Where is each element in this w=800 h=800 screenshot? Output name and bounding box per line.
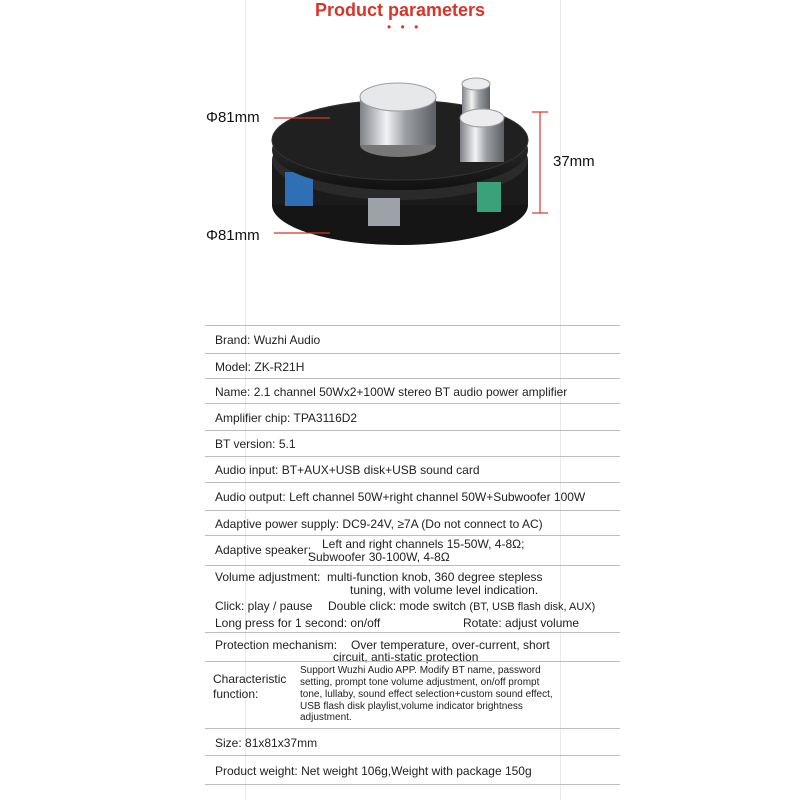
spec-value: 2.1 channel 50Wx2+100W stereo BT audio power amplifier — [253, 385, 568, 399]
spec-label: Characteristic — [213, 672, 287, 686]
spec-row-volume — [205, 565, 620, 632]
double-click-detail: (BT, USB flash disk, AUX) — [469, 601, 596, 613]
long-press-instruction: Long press for 1 second: on/off — [215, 616, 381, 630]
spec-value: Net weight 106g,Weight with package 150g — [301, 764, 532, 778]
spec-value: Left channel 50W+right channel 50W+Subwoofer 100W — [289, 490, 586, 504]
spec-label: Product weight: — [215, 764, 298, 778]
spec-row-speaker — [205, 535, 620, 565]
spec-value: 81x81x37mm — [245, 736, 318, 750]
spec-value: Support Wuzhi Audio APP. Modify BT name, password — [300, 665, 541, 676]
spec-row-power-supply — [205, 510, 620, 535]
spec-row-features — [205, 661, 620, 728]
amplifier-board-illustration — [0, 0, 800, 300]
spec-value: 5.1 — [278, 437, 296, 451]
spec-value: adjustment. — [300, 712, 352, 723]
spec-value: BT+AUX+USB disk+USB sound card — [281, 463, 480, 477]
spec-label: function: — [213, 687, 259, 701]
spec-label: Model: — [215, 360, 252, 374]
double-click-instruction — [328, 599, 595, 614]
title-dots: • • • — [387, 20, 422, 34]
spec-label: Audio output: — [215, 490, 286, 504]
top-diameter-label: Φ81mm — [206, 109, 260, 126]
spec-label: Audio input: — [215, 463, 279, 477]
spec-label: BT version: — [215, 437, 276, 451]
click-instruction: Click: play / pause — [215, 599, 313, 613]
spec-value: TPA3116D2 — [293, 411, 358, 425]
spec-row-audio-input — [205, 456, 620, 482]
spec-value: USB flash disk playlist,volume indicator brightness — [300, 701, 523, 712]
double-click-label: Double click: mode switch — [328, 599, 467, 613]
spec-row-model — [205, 353, 620, 378]
spec-row-protection — [205, 632, 620, 664]
spec-value: circuit, anti-static protection — [333, 650, 479, 664]
spec-row-audio-output — [205, 482, 620, 510]
spec-label: Amplifier chip: — [215, 411, 291, 425]
rotate-instruction: Rotate: adjust volume — [463, 616, 580, 630]
spec-row-name — [205, 378, 620, 403]
bottom-diameter-label: Φ81mm — [206, 227, 260, 244]
spec-label: Protection mechanism: — [215, 638, 338, 652]
spec-value: multi-function knob, 360 degree stepless — [327, 570, 543, 584]
spec-value: DC9-24V, ≥7A (Do not connect to AC) — [342, 517, 543, 531]
spec-value: setting, prompt tone volume adjustment, on/off prompt — [300, 677, 540, 688]
page-title: Product parameters — [314, 0, 486, 20]
height-label: 37mm — [553, 153, 595, 170]
spec-value: ZK-R21H — [254, 360, 305, 374]
spec-value: tone, lullaby, sound effect selection+custom sound effect, — [300, 689, 553, 700]
usb-port-icon — [368, 198, 400, 226]
spec-label: Size: — [215, 736, 242, 750]
spec-table — [205, 325, 620, 785]
spec-row-weight — [205, 755, 620, 785]
spec-value: Left and right channels 15-50W, 4-8Ω; — [322, 537, 525, 551]
spec-value: Subwoofer 30-100W, 4-8Ω — [308, 550, 450, 564]
spec-label: Volume adjustment: — [215, 570, 321, 584]
spec-row-bt-version — [205, 430, 620, 456]
spec-value: tuning, with volume level indication. — [350, 583, 539, 597]
spec-label: Adaptive speaker: — [215, 543, 312, 557]
spec-label: Adaptive power supply: — [215, 517, 340, 531]
spec-row-brand — [205, 325, 620, 353]
spec-value: Over temperature, over-current, short — [351, 638, 550, 652]
aux-jack-icon — [477, 182, 501, 212]
spec-label: Name: — [215, 385, 251, 399]
spec-row-size — [205, 728, 620, 755]
spec-label: Brand: — [215, 333, 251, 347]
spec-row-chip — [205, 403, 620, 430]
spec-value: Wuzhi Audio — [253, 333, 321, 347]
